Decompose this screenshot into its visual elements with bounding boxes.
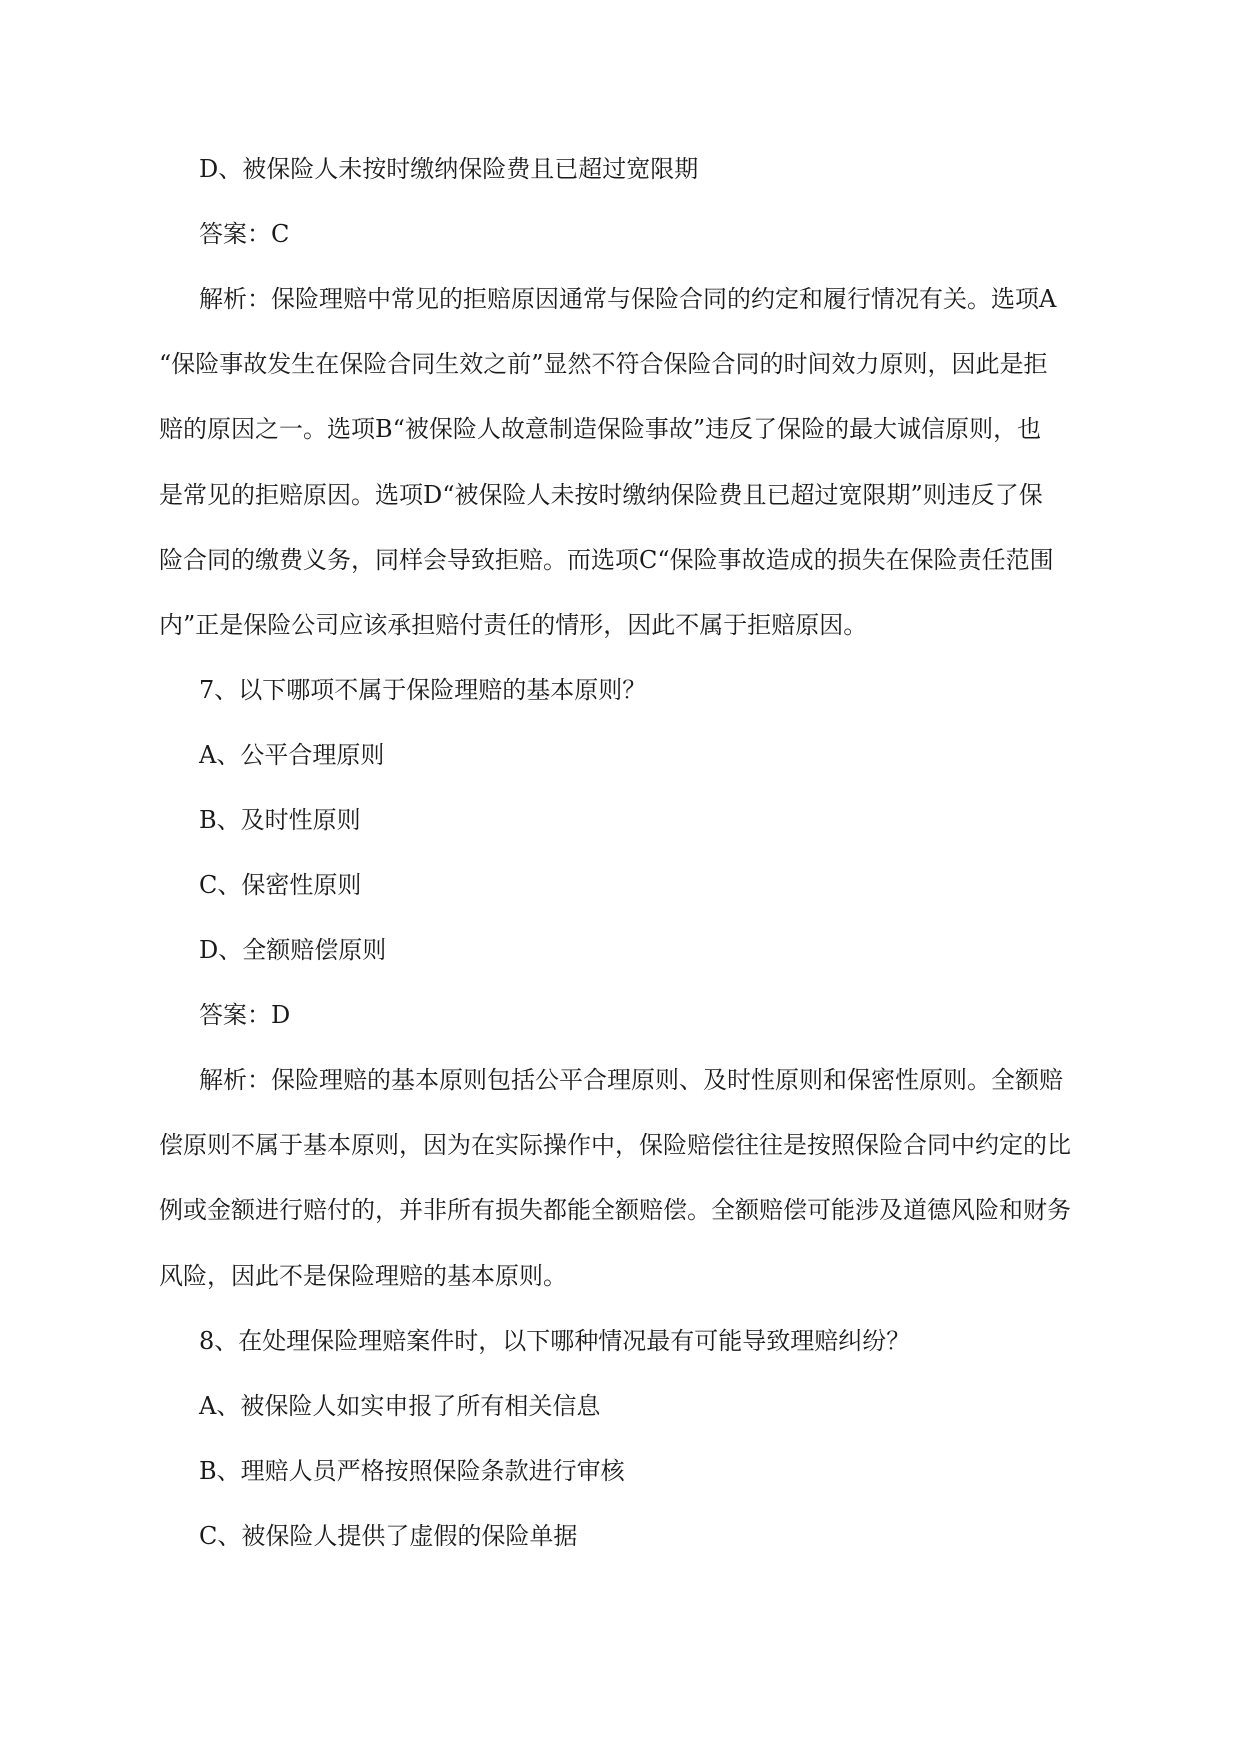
q6-answer: 答案：C xyxy=(199,220,290,248)
q8-option-a: A、被保险人如实申报了所有相关信息 xyxy=(199,1392,601,1420)
q6-analysis-line: 是常见的拒赔原因。选项D“被保险人未按时缴纳保险费且已超过宽限期”则违反了保 xyxy=(159,480,1043,509)
q6-analysis xyxy=(159,282,1099,673)
q6-analysis-line: 解析：保险理赔中常见的拒赔原因通常与保险合同的约定和履行情况有关。选项A xyxy=(199,285,1057,313)
q8-option-b: B、理赔人员严格按照保险条款进行审核 xyxy=(199,1457,625,1485)
q6-analysis-line: “保险事故发生在保险合同生效之前”显然不符合保险合同的时间效力原则，因此是拒 xyxy=(159,350,1048,379)
q7-option-d: D、全额赔偿原则 xyxy=(199,936,387,964)
q8-option-c: C、被保险人提供了虚假的保险单据 xyxy=(199,1522,578,1550)
q6-analysis-line: 险合同的缴费义务，同样会导致拒赔。而选项C“保险事故造成的损失在保险责任范围 xyxy=(159,545,1054,574)
q6-option-d: D、被保险人未按时缴纳保险费且已超过宽限期 xyxy=(199,155,699,183)
q7-analysis xyxy=(159,1063,1099,1324)
q7-analysis-line: 例或金额进行赔付的，并非所有损失都能全额赔偿。全额赔偿可能涉及道德风险和财务 xyxy=(159,1196,1071,1225)
q7-analysis-line: 解析：保险理赔的基本原则包括公平合理原则、及时性原则和保密性原则。全额赔 xyxy=(199,1066,1063,1094)
q7-option-b: B、及时性原则 xyxy=(199,806,361,834)
q7-analysis-line: 风险，因此不是保险理赔的基本原则。 xyxy=(159,1261,567,1290)
q8-question: 8、在处理保险理赔案件时，以下哪种情况最有可能导致理赔纠纷？ xyxy=(199,1327,911,1355)
q7-question: 7、以下哪项不属于保险理赔的基本原则？ xyxy=(199,676,647,704)
q7-option-c: C、保密性原则 xyxy=(199,871,362,899)
q7-answer: 答案：D xyxy=(199,1001,291,1029)
q7-option-a: A、公平合理原则 xyxy=(199,741,385,769)
q7-analysis-line: 偿原则不属于基本原则，因为在实际操作中，保险赔偿往往是按照保险合同中约定的比 xyxy=(159,1131,1071,1160)
q6-analysis-line: 赔的原因之一。选项B“被保险人故意制造保险事故”违反了保险的最大诚信原则，也 xyxy=(159,415,1042,444)
q6-analysis-line: 内”正是保险公司应该承担赔付责任的情形，因此不属于拒赔原因。 xyxy=(159,610,868,639)
